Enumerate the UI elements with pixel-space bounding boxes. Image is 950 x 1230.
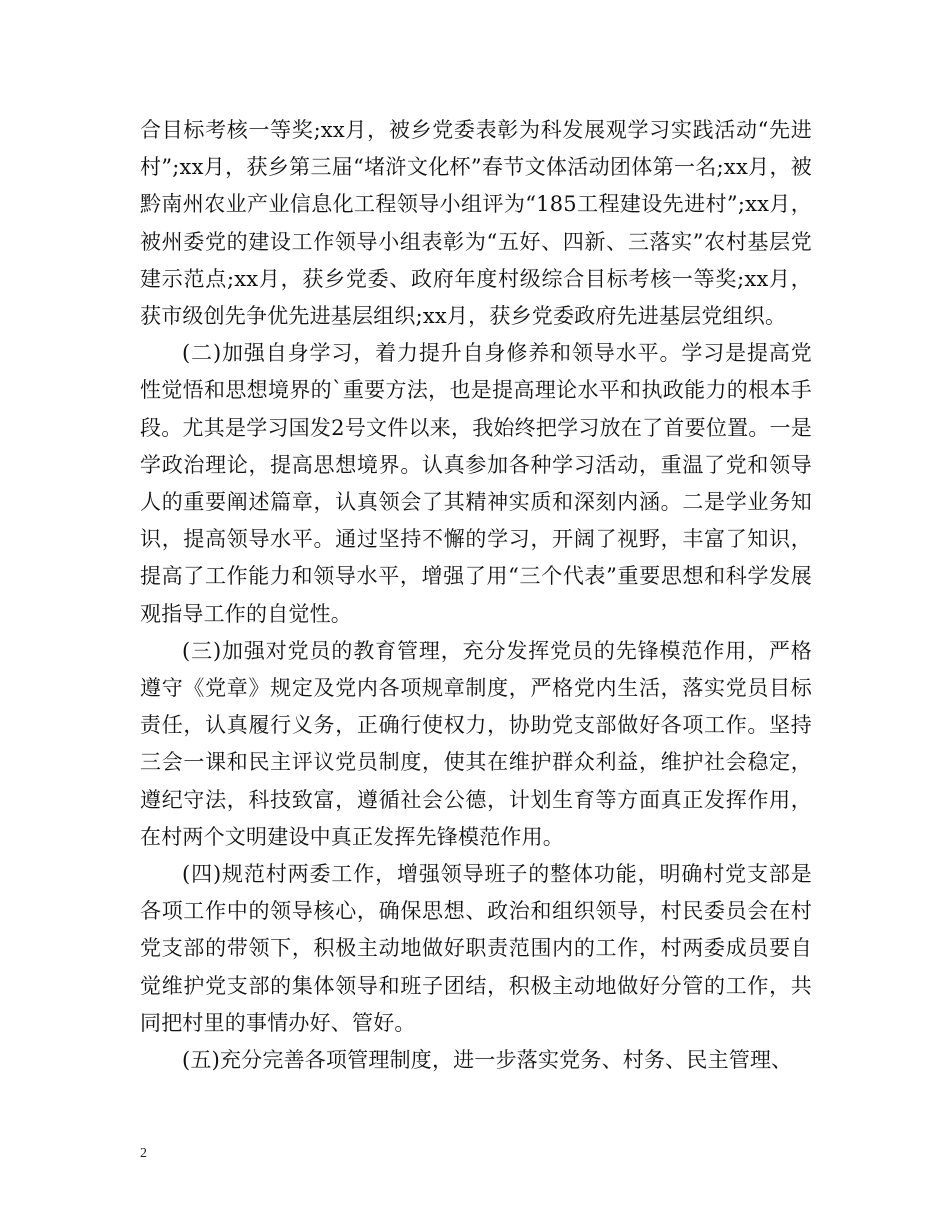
paragraph-member-education: (三)加强对党员的教育管理，充分发挥党员的先锋模范作用，严格遵守《党章》规定及党内各项规章制度，严格党内生活，落实党员目标责任，认真履行义务，正确行使权力，协助党支部做好各项工作。坚持三会一课和民主评议党员制度，使其在维护群众利益，维护社会稳定，遵纪守法，科技致富，遵循社会公德，计划生育等方面真正发挥作用，在村两个文明建设中真正发挥先锋模范作用。 [140,638,812,849]
paragraph-two-committees: (四)规范村两委工作，增强领导班子的整体功能，明确村党支部是各项工作中的领导核心，确保思想、政治和组织领导，村民委员会在村党支部的带领下，积极主动地做好职责范围内的工作，村两委成员要自觉维护党支部的集体领导和班子团结，积极主动地做好分管的工作，共同把村里的事情办好、管好。 [140,862,812,1035]
page-number: 2 [140,1146,147,1161]
document-body [140,112,812,1079]
paragraph-awards-list: 合目标考核一等奖;xx月，被乡党委表彰为科发展观学习实践活动“先进村”;xx月，获乡第三届“堵浒文化杯”春节文体活动团体第一名;xx月，被黔南州农业产业信息化工程领导小组评为“185工程建设先进村”;xx月，被州委党的建设工作领导小组表彰为“五好、四新、三落实”农村基层党建示范点;xx月，获乡党委、政府年度村级综合目标考核一等奖;xx月，获市级创先争优先进基层组织;xx月，获乡党委政府先进基层党组织。 [140,118,812,329]
paragraph-management-systems: (五)充分完善各项管理制度，进一步落实党务、村务、民主管理、 [182,1048,793,1073]
paragraph-self-study: (二)加强自身学习，着力提升自身修养和领导水平。学习是提高党性觉悟和思想境界的`重要方法，也是提高理论水平和执政能力的根本手段。尤其是学习国发2号文件以来，我始终把学习放在了首要位置。一是学政治理论，提高思想境界。认真参加各种学习活动，重温了党和领导人的重要阐述篇章，认真领会了其精神实质和深刻内涵。二是学业务知识，提高领导水平。通过坚持不懈的学习，开阔了视野，丰富了知识，提高了工作能力和领导水平，增强了用“三个代表”重要思想和科学发展观指导工作的自觉性。 [140,341,812,626]
